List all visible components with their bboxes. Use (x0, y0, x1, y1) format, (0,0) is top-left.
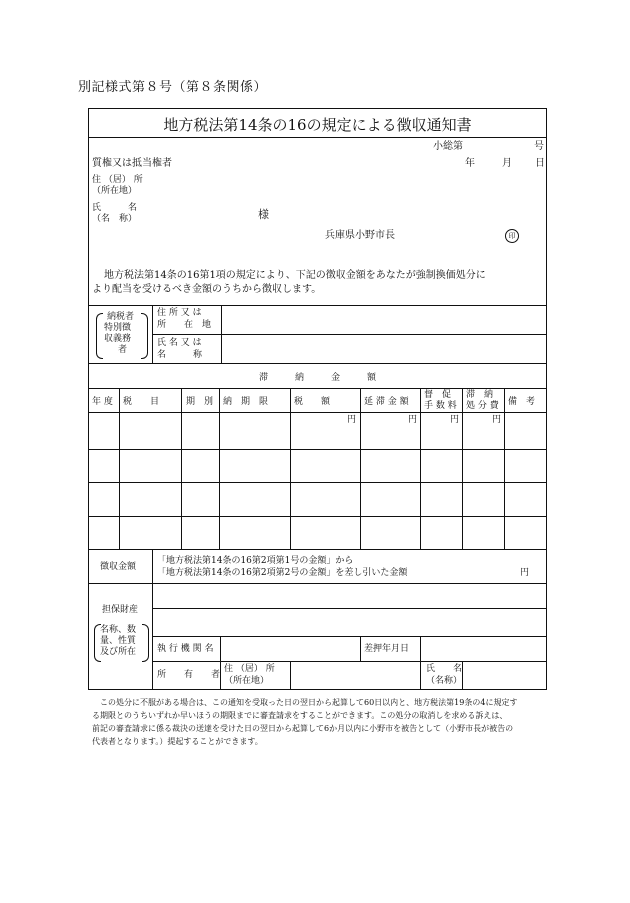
address-label: 住 （居） 所 (92, 175, 143, 185)
collect-line-1: 「地方税法第14条の16第2項第1号の金額」から (157, 556, 354, 566)
body-line-1: 地方税法第14条の16第1項の規定により、下記の徴収金額をあなたが強制換価処分に (104, 270, 486, 281)
taxpayer-label-4: 者 (118, 345, 128, 355)
col-urge-fee-1: 督 促 (424, 390, 452, 400)
owner-name-label-2: （名称） (426, 676, 463, 686)
collect-label: 徴収金額 (100, 562, 137, 572)
date-year: 年 (465, 158, 475, 169)
form-title: 地方税法第14条の16の規定による徴収通知書 (163, 116, 472, 134)
col-period: 期 別 (186, 397, 214, 407)
col-disposal-2: 処 分 費 (466, 401, 499, 411)
address-label-sub: （所在地） (92, 186, 138, 196)
doc-number-prefix: 小総第 (433, 141, 463, 152)
seizure-date-label: 差押年月日 (364, 644, 410, 654)
tp-address-label-2: 所 在 地 (157, 320, 212, 330)
taxpayer-label-3: 収義務 (104, 334, 132, 344)
name-label: 氏 名 (92, 203, 138, 213)
form-label: 別記様式第８号（第８条関係） (78, 80, 268, 95)
col-disposal-1: 滞 納 (466, 390, 494, 400)
property-label-2: 量、性質 (100, 636, 137, 646)
owner-address-label-1: 住 （居） 所 (224, 664, 275, 674)
col-remarks: 備 考 (508, 397, 536, 407)
yen-tax-amount: 円 (347, 415, 357, 425)
col-late-fee: 延 滞 金 額 (364, 397, 409, 407)
name-label-sub: （名 称） (92, 214, 138, 224)
col-year: 年 度 (92, 397, 113, 407)
addressee-type: 質権又は抵当権者 (92, 158, 172, 169)
notice-line-3: 前記の審査請求に係る裁決の送達を受けた日の翌日から起算して6か月以内に小野市を被告として（小野市長が被告の (92, 724, 514, 733)
col-urge-fee-2: 手 数 料 (424, 401, 457, 411)
owner-address-label-2: （所在地） (224, 676, 270, 686)
arrears-header: 滞 納 金 額 (258, 373, 376, 383)
col-deadline: 納 期 限 (223, 397, 269, 407)
property-label-3: 及び所在 (100, 647, 137, 657)
seal-char: 印 (508, 232, 516, 240)
yen-late-fee: 円 (408, 415, 418, 425)
doc-number-suffix: 号 (534, 141, 544, 152)
date-day: 日 (535, 158, 545, 169)
date-month: 月 (502, 158, 512, 169)
property-label-1: 名称、数 (100, 625, 137, 635)
honorific: 様 (258, 208, 269, 221)
collect-line-2: 「地方税法第14条の16第2項第2号の金額」を差し引いた金額 (157, 568, 408, 578)
tp-name-label-1: 氏 名 又 は (157, 338, 202, 348)
taxpayer-label-1: 納税者 (107, 312, 135, 322)
tp-address-label-1: 住 所 又 は (157, 308, 202, 318)
owner-name-label-1: 氏 名 (426, 664, 463, 674)
issuer: 兵庫県小野市長 (325, 230, 395, 241)
notice-line-1: この処分に不服がある場合は、この通知を受取った日の翌日から起算して60日以内と、地方税法第19条の4に規定す (100, 698, 518, 707)
col-tax-item: 税 目 (123, 397, 160, 407)
seal-mark (505, 229, 519, 243)
owner-label: 所 有 者 (157, 670, 221, 680)
exec-agency-label: 執 行 機 関 名 (157, 644, 214, 654)
collect-yen: 円 (520, 568, 530, 578)
yen-urge-fee: 円 (450, 415, 460, 425)
collateral-label: 担保財産 (102, 605, 139, 615)
yen-disposal: 円 (492, 415, 502, 425)
notice-line-4: 代表者となります。）提起することができます。 (92, 737, 263, 746)
tp-name-label-2: 名 称 (157, 350, 203, 360)
col-tax-amount: 税 額 (294, 397, 331, 407)
taxpayer-label-2: 特別徴 (104, 323, 132, 333)
body-line-2: より配当を受けるべき金額のうちから徴収します。 (92, 284, 322, 295)
notice-line-2: る期限とのうちいずれか早いほうの期限までに審査請求をすることができます。この処分の取消しを求める訴えは、 (92, 711, 508, 720)
